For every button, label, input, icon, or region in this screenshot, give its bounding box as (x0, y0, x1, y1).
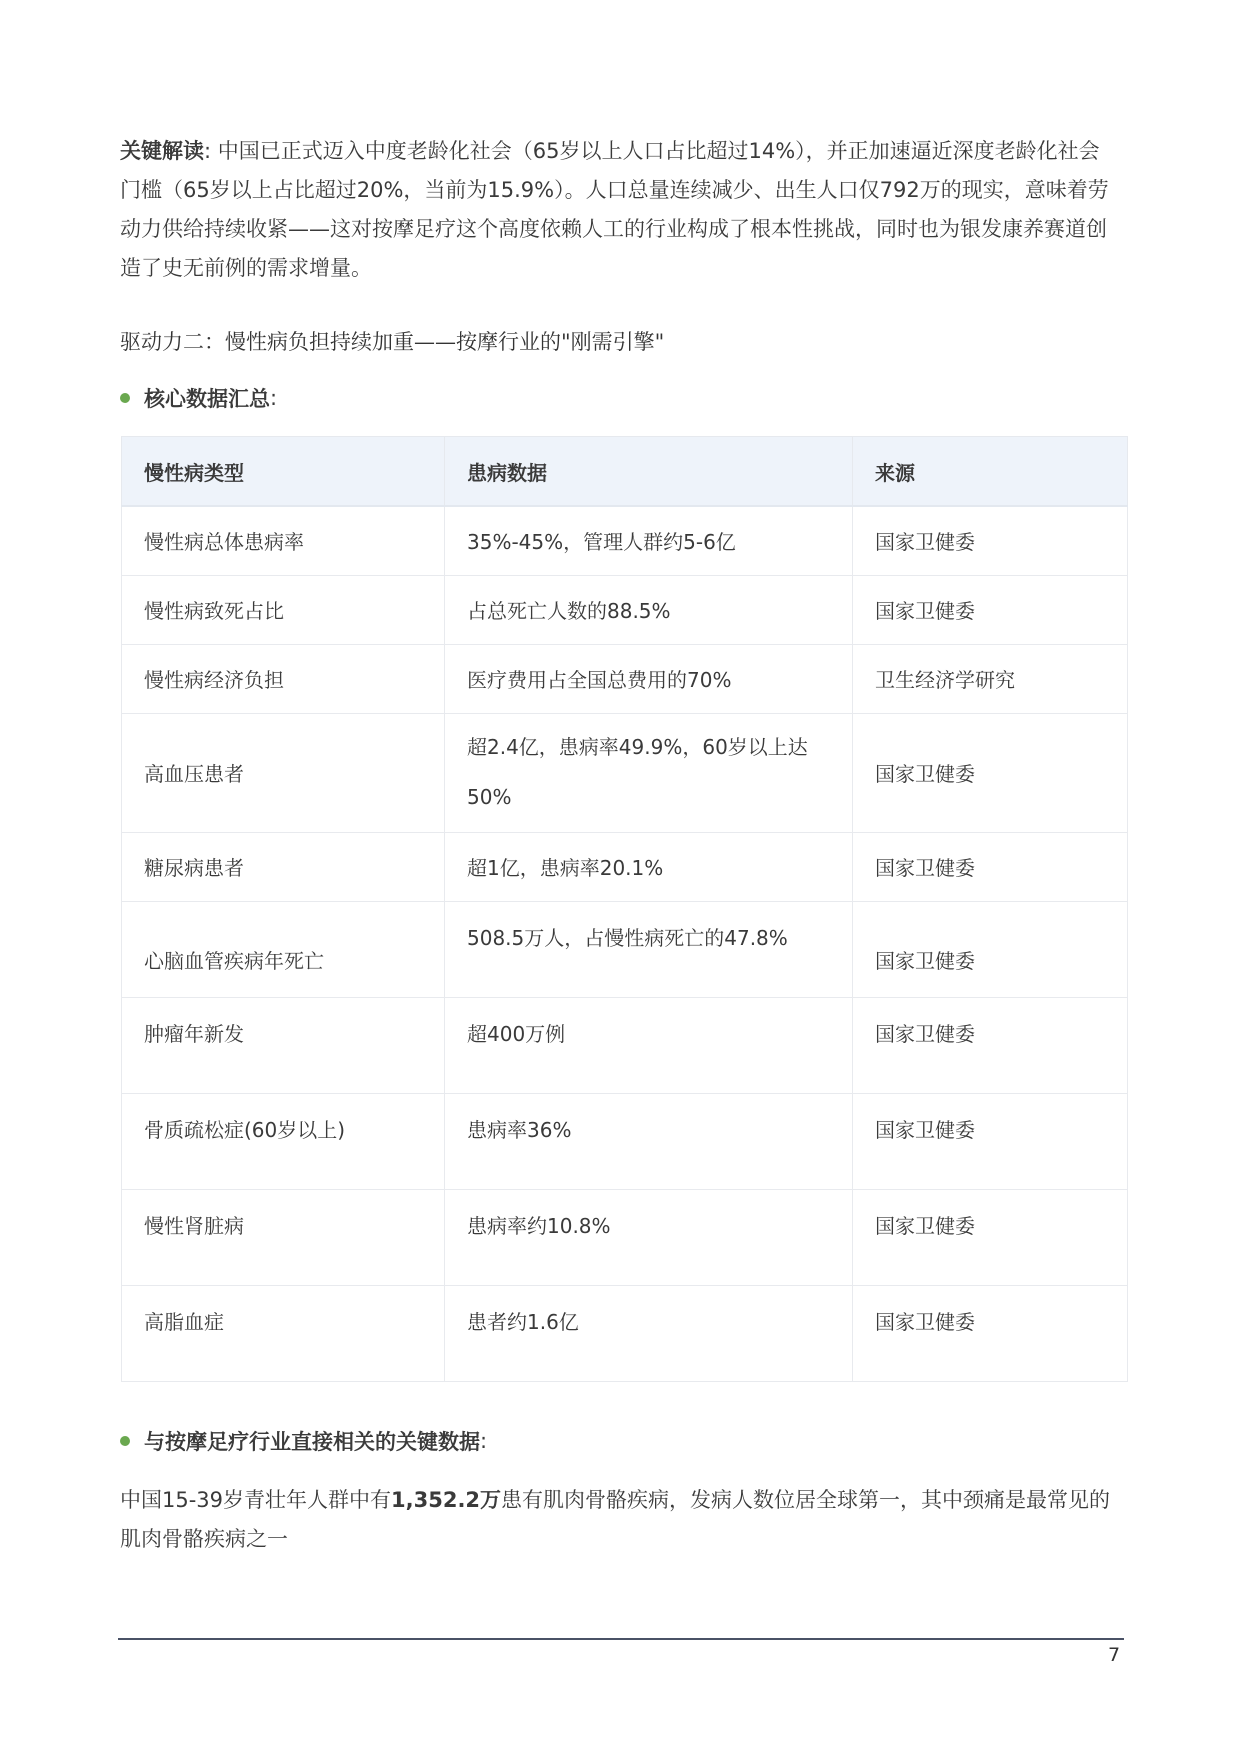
header-disease-type: 慢性病类型 (122, 437, 445, 507)
musculoskeletal-count: 1,352.2万 (391, 1488, 502, 1512)
table-row (122, 1093, 1128, 1189)
cell-prevalence-data: 患者约1.6亿 (445, 1285, 853, 1381)
cell-source: 国家卫健委 (853, 506, 1128, 575)
cell-prevalence-data: 占总死亡人数的88.5% (445, 575, 853, 644)
cell-prevalence-data: 508.5万人，占慢性病死亡的47.8% (445, 901, 853, 997)
cell-disease-type: 慢性肾脏病 (122, 1189, 445, 1285)
key-interpretation-paragraph (120, 132, 1120, 288)
cell-source: 国家卫健委 (853, 1093, 1128, 1189)
cell-source: 国家卫健委 (853, 1285, 1128, 1381)
cell-disease-type: 肿瘤年新发 (122, 997, 445, 1093)
key-interpretation-lead: 关键解读 (120, 139, 204, 163)
table-row (122, 575, 1128, 644)
cell-disease-type: 高脂血症 (122, 1285, 445, 1381)
cell-prevalence-data: 超400万例 (445, 997, 853, 1093)
cell-prevalence-data: 超1亿，患病率20.1% (445, 832, 853, 901)
cell-disease-type: 慢性病总体患病率 (122, 506, 445, 575)
massage-data-heading (120, 1426, 487, 1456)
cell-prevalence-data: 35%-45%，管理人群约5-6亿 (445, 506, 853, 575)
driver-two-heading: 驱动力二：慢性病负担持续加重——按摩行业的"刚需引擎" (120, 330, 665, 354)
table-row (122, 1285, 1128, 1381)
cell-disease-type: 高血压患者 (122, 713, 445, 832)
header-prevalence-data: 患病数据 (445, 437, 853, 507)
core-data-label: 核心数据汇总 (144, 387, 270, 411)
cell-prevalence-data: 患病率36% (445, 1093, 853, 1189)
cell-source: 国家卫健委 (853, 901, 1128, 997)
page-number: 7 (1108, 1644, 1121, 1666)
cell-source: 国家卫健委 (853, 1189, 1128, 1285)
table-row (122, 713, 1128, 832)
cell-source: 国家卫健委 (853, 997, 1128, 1093)
cell-source: 国家卫健委 (853, 713, 1128, 832)
key-interpretation-text: 中国已正式迈入中度老龄化社会（65岁以上人口占比超过14%），并正加速逼近深度老龄化社会门槛（65岁以上占比超过20%，当前为15.9%）。人口总量连续减少、出生人口仅792万的现实，意味着劳动力供给持续收紧——这对按摩足疗这个高度依赖人工的行业构成了根本性挑战，同时也为银发康养赛道创造了史无前例的需求增量。 (120, 139, 1109, 280)
cell-disease-type: 慢性病致死占比 (122, 575, 445, 644)
header-source: 来源 (853, 437, 1128, 507)
cell-prevalence-data: 超2.4亿，患病率49.9%，60岁以上达50% (445, 713, 853, 832)
footer-divider (118, 1638, 1124, 1640)
table-row (122, 506, 1128, 575)
cell-prevalence-data: 患病率约10.8% (445, 1189, 853, 1285)
table-row (122, 1189, 1128, 1285)
musculoskeletal-text-pre: 中国15-39岁青壮年人群中有 (120, 1488, 392, 1512)
musculoskeletal-text-post: 患有肌肉骨骼疾病，发病人数位居全球第一，其中颈痛是最常见的肌肉骨骼疾病之一 (120, 1488, 1111, 1551)
cell-disease-type: 慢性病经济负担 (122, 644, 445, 713)
cell-source: 国家卫健委 (853, 575, 1128, 644)
cell-disease-type: 骨质疏松症(60岁以上) (122, 1093, 445, 1189)
cell-source: 国家卫健委 (853, 832, 1128, 901)
massage-data-colon: : (480, 1429, 488, 1453)
table-row (122, 832, 1128, 901)
key-interpretation-colon: : (204, 139, 212, 163)
table-row (122, 997, 1128, 1093)
chronic-disease-table (121, 436, 1128, 1382)
massage-data-label: 与按摩足疗行业直接相关的关键数据 (144, 1430, 480, 1454)
table-row (122, 901, 1128, 997)
table-header-row (122, 437, 1128, 507)
cell-source: 卫生经济学研究 (853, 644, 1128, 713)
core-data-heading (120, 383, 277, 413)
musculoskeletal-paragraph (120, 1481, 1120, 1559)
bullet-dot-icon (120, 1436, 130, 1446)
cell-disease-type: 糖尿病患者 (122, 832, 445, 901)
cell-prevalence-data: 医疗费用占全国总费用的70% (445, 644, 853, 713)
bullet-dot-icon (120, 393, 130, 403)
core-data-colon: : (270, 386, 278, 410)
table-row (122, 644, 1128, 713)
cell-disease-type: 心脑血管疾病年死亡 (122, 901, 445, 997)
